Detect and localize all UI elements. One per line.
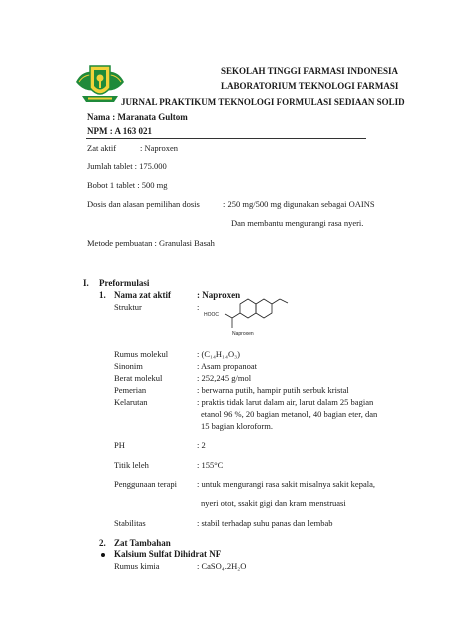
rumus-kimia-label: Rumus kimia: [114, 561, 160, 571]
penggunaan-value-1: : untuk mengurangi rasa sakit misalnya sakit kepala,: [197, 479, 375, 489]
dosis-label: Dosis dan alasan pemilihan dosis: [87, 199, 200, 209]
prop-label: Rumus molekul: [114, 349, 169, 359]
metode-pembuatan: Metode pembuatan : Granulasi Basah: [87, 238, 215, 248]
header-divider: [86, 138, 366, 139]
bullet-dot: [101, 553, 105, 557]
penggunaan-label: Penggunaan terapi: [114, 479, 178, 489]
stabilitas-value: : stabil terhadap suhu panas dan lembab: [197, 518, 333, 528]
excipient-name: Kalsium Sulfat Dihidrat NF: [114, 549, 222, 559]
prop-value: : Asam propanoat: [197, 361, 257, 371]
penggunaan-value-2: nyeri otot, ssakit gigi dan kram menstruasi: [201, 498, 346, 508]
item1-number: 1.: [99, 290, 106, 300]
dosis-value-1: : 250 mg/500 mg digunakan sebagai OAINS: [223, 199, 375, 209]
section-roman: I.: [83, 278, 89, 288]
dosis-value-2: Dan membantu mengurangi rasa nyeri.: [231, 218, 364, 228]
zat-aktif-value: : Naproxen: [140, 143, 179, 153]
section-title: Preformulasi: [99, 278, 150, 288]
item2-number: 2.: [99, 538, 106, 548]
student-npm: NPM : A 163 021: [87, 126, 152, 136]
prop-value: : 252,245 g/mol: [197, 373, 252, 383]
prop-value: : berwarna putih, hampir putih serbuk kristal: [197, 385, 349, 395]
school-name: SEKOLAH TINGGI FARMASI INDONESIA: [221, 66, 398, 76]
prop-label: Kelarutan: [114, 397, 148, 407]
stabilitas-label: Stabilitas: [114, 518, 146, 528]
item1-value: : Naproxen: [197, 290, 241, 300]
prop-label: Pemerian: [114, 385, 147, 395]
school-logo: [74, 60, 126, 106]
prop-value: : (C₁₄H₁₄O₃): [197, 349, 240, 359]
ph-label: PH: [114, 440, 125, 450]
jumlah-tablet: Jumlah tablet : 175.000: [87, 161, 167, 171]
item2-label: Zat Tambahan: [114, 538, 171, 548]
prop-value: : praktis tidak larut dalam air, larut dalam 25 bagian: [197, 397, 374, 407]
prop-label: Sinonim: [114, 361, 143, 371]
struktur-colon: :: [197, 302, 200, 312]
struct-caption: Naproxen: [232, 331, 254, 336]
zat-aktif-label: Zat aktif: [87, 143, 117, 153]
titik-leleh-label: Titik leleh: [114, 460, 149, 470]
struct-hooc-label: HOOC: [204, 312, 219, 318]
journal-title: JURNAL PRAKTIKUM TEKNOLOGI FORMULASI SEDIAAN SOLID: [121, 97, 405, 107]
item1-label: Nama zat aktif: [114, 290, 171, 300]
bobot-tablet: Bobot 1 tablet : 500 mg: [87, 180, 168, 190]
struktur-label: Struktur: [114, 302, 142, 312]
student-name: Nama : Maranata Gultom: [87, 112, 188, 122]
prop-label: Berat molekul: [114, 373, 163, 383]
ph-value: : 2: [197, 440, 206, 450]
naproxen-structure-diagram: [200, 284, 300, 336]
kelarutan-continued-1: etanol 96 %, 20 bagian metanol, 40 bagian eter, dan: [201, 409, 378, 419]
rumus-kimia-value: : CaSO₄.2H₂O: [197, 561, 247, 571]
lab-name: LABORATORIUM TEKNOLOGI FARMASI: [221, 81, 399, 91]
titik-leleh-value: : 155°C: [197, 460, 224, 470]
kelarutan-continued-2: 15 bagian kloroform.: [201, 421, 273, 431]
